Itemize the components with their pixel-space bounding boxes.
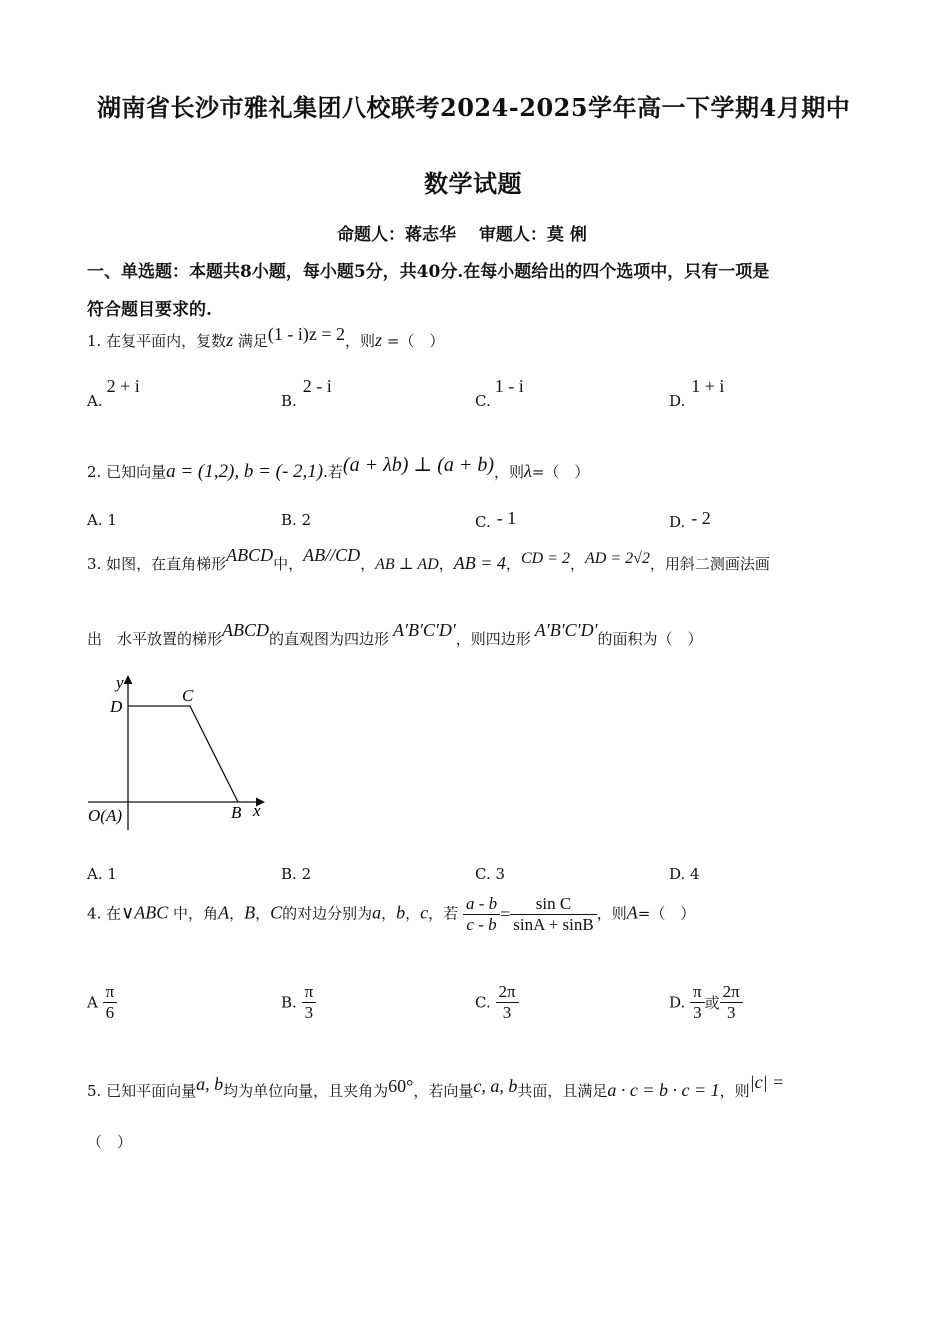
q4-option-a: A $\frac{\pi}{6}$: [87, 982, 117, 1023]
q4-fraction-left: $\frac{a - b}{c - b}$: [463, 894, 500, 935]
q3-option-d: D. 4: [669, 865, 700, 883]
q3-option-b: B. 2: [281, 865, 312, 883]
q4-option-c: C. $\frac{2\pi}{3}$: [475, 982, 519, 1023]
q3-option-c: C. 3: [475, 865, 506, 883]
label-d: D: [110, 697, 123, 716]
question-2: [87, 454, 590, 483]
q1-var: z: [375, 330, 383, 350]
q2-text: .若: [323, 463, 343, 481]
question-5: 5. 已知平面向量a, b均为单位向量，且夹角为60°，若向量c, a, b共面，且满足a · c = b · c = 1，则|c| =: [87, 1072, 785, 1100]
q2-option-b: B. 2: [281, 511, 312, 529]
q2-option-d: D. - 2: [669, 508, 711, 531]
q2-condition: (a + λb) ⊥ (a + b): [342, 454, 495, 476]
label-c: C: [182, 686, 194, 705]
question-3: 3. 如图，在直角梯形ABCD中，AB//CD，AB ⊥ AD，AB = 4，CD = 2，AD = 2√2，用斜二测画法画: [87, 545, 770, 573]
q1-option-a: A.2 + i: [87, 376, 140, 410]
authors-line: 命题人：蒋志华 审题人：莫 俐: [337, 225, 587, 245]
q2-lambda: λ: [524, 461, 532, 481]
q1-text: 满足: [237, 332, 268, 350]
q2-text: =（ ）: [531, 463, 590, 481]
q4-option-b: B. $\frac{\pi}{3}$: [281, 982, 316, 1023]
question-5-cont: （ ）: [87, 1133, 133, 1151]
q2-text: 2. 已知向量: [87, 463, 167, 481]
section-heading-cont: 符合题目要求的.: [87, 300, 212, 320]
q3-option-a: A. 1: [87, 865, 117, 883]
q1-var: z: [226, 330, 234, 350]
label-origin: O(A): [88, 806, 122, 825]
trapezoid-edge: [128, 706, 238, 802]
q2-text: ，则: [494, 463, 525, 481]
q4-option-d: D. $\frac{\pi}{3}$ 或 $\frac{2\pi}{3}$: [669, 982, 743, 1023]
section-heading: 一、单选题：本题共8小题，每小题5分，共40分.在每小题给出的四个选项中，只有一项是: [87, 262, 770, 282]
question-4: 4. 在∨ABC 中，角A，B，C的对边分别为a，b，c，若 $\frac{a - b}{c - b}$ = $\frac{\text{sin C}}{\sin A + \sin B}$ ，则A=（ ）: [87, 894, 696, 934]
q1-text: 1. 在复平面内，复数: [87, 332, 227, 350]
q2-option-c: C. - 1: [475, 508, 517, 531]
page-title: 湖南省长沙市雅礼集团八校联考2024-2025学年高一下学期4月期中: [97, 93, 851, 122]
q2-vectors: a = (1,2), b = (- 2,1): [166, 461, 324, 482]
q1-option-d: D.1 + i: [669, 376, 725, 410]
q1-option-b: B.2 - i: [281, 376, 332, 410]
q4-fraction-right: $\frac{\text{sin C}}{\sin A + \sin B}$: [510, 894, 596, 935]
page-subtitle: 数学试题: [424, 169, 522, 198]
label-y: y: [116, 673, 124, 692]
label-b: B: [231, 803, 242, 822]
q2-option-a: A. 1: [87, 511, 117, 529]
q1-text: =（ ）: [386, 332, 445, 350]
trapezoid-figure: [80, 668, 280, 838]
question-3-cont: 出 水平放置的梯形ABCD的直观图为四边形 A′B′C′D′，则四边形 A′B′C′D′的面积为（ ）: [87, 620, 703, 648]
label-x: x: [253, 801, 261, 820]
q1-option-c: C.1 - i: [475, 376, 524, 410]
question-1: [87, 324, 445, 351]
q1-equation: (1 - i)z = 2: [267, 324, 346, 344]
q1-text: ，则: [345, 332, 376, 350]
